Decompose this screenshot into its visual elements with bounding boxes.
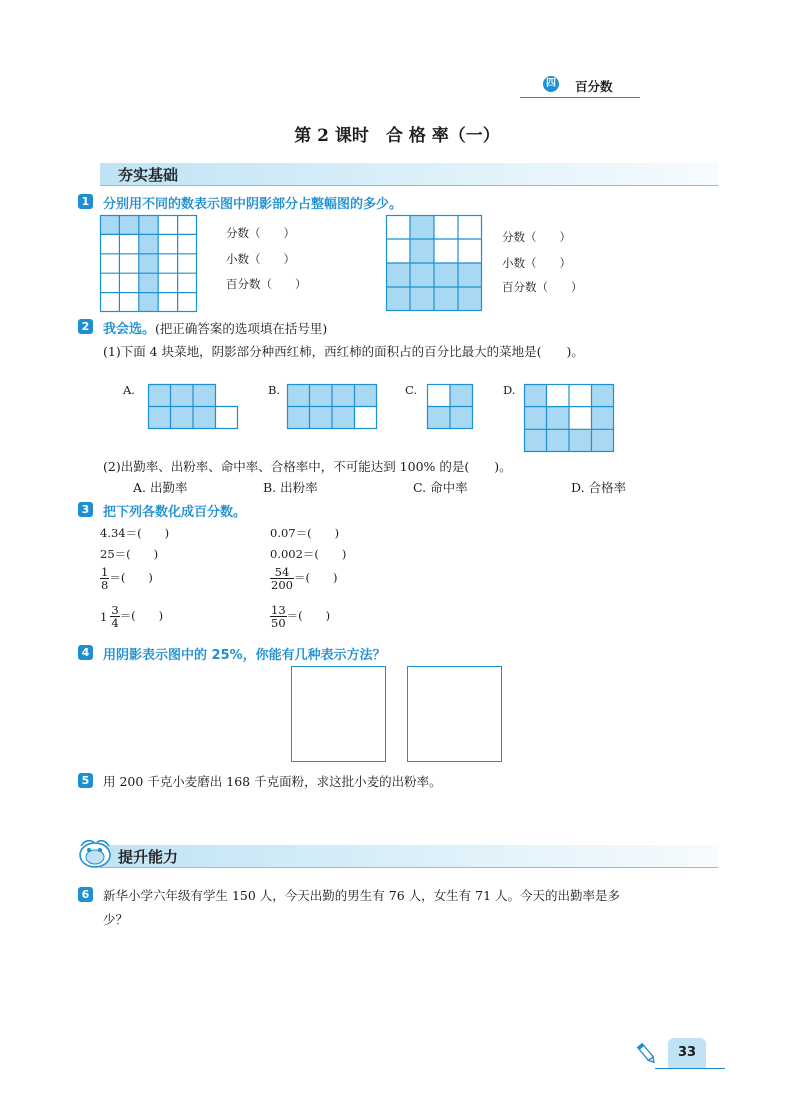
q2-plot-d [524, 384, 614, 452]
q1-left-percent-label: 百分数（ ） [226, 277, 307, 291]
q2-option-d-letter: D. [503, 383, 516, 397]
denominator: 50 [271, 616, 286, 630]
question-5-text: 用 200 千克小麦磨出 168 千克面粉，求这批小麦的出粉率。 [103, 774, 442, 789]
q1-grid-right [386, 215, 482, 311]
q2-option-a-letter: A. [123, 383, 135, 397]
question-2-title [103, 318, 327, 337]
question-2-title-note: (把正确答案的选项填在括号里) [155, 321, 328, 336]
question-number-6: 6 [78, 887, 93, 902]
page-number: 33 [668, 1038, 706, 1068]
q2-part2-text: (2)出勤率、出粉率、命中率、合格率中，不可能达到 100% 的是( )。 [103, 459, 512, 474]
q2-choice-a: A. 出勤率 [133, 480, 188, 495]
q3-item-e [100, 566, 153, 591]
q1-right-fraction-label: 分数（ ） [502, 230, 571, 244]
numerator: 1 [101, 565, 109, 579]
section-title-basics: 夯实基础 [118, 166, 179, 184]
q3-item-a: 4.34＝( ) [100, 526, 170, 540]
pencil-icon [636, 1042, 658, 1066]
q3-item-b: 0.07＝( ) [270, 526, 340, 540]
q1-grid-left [100, 215, 197, 312]
unit-badge: 四 [543, 76, 559, 92]
answer-blank: ＝( ) [286, 608, 331, 623]
answer-blank: ＝( ) [119, 608, 164, 623]
q4-square-2[interactable] [407, 666, 502, 762]
question-number-4: 4 [78, 645, 93, 660]
answer-blank: ＝( ) [293, 570, 338, 585]
fraction-3-4 [110, 604, 119, 629]
q2-choice-d: D. 合格率 [571, 480, 627, 495]
numerator: 54 [274, 565, 290, 579]
q1-right-decimal-label: 小数（ ） [502, 256, 571, 270]
q2-plot-a [148, 384, 238, 429]
question-1-title: 分别用不同的数表示图中阴影部分占整幅图的多少。 [103, 197, 403, 212]
lesson-title: 第 2 课时 合 格 率（一） [294, 126, 500, 146]
answer-blank: ＝( ) [109, 570, 153, 585]
question-number-3: 3 [78, 502, 93, 517]
question-number-1: 1 [78, 194, 93, 209]
q2-plot-b [287, 384, 377, 429]
mascot-icon [76, 836, 114, 870]
question-6-text-line1: 新华小学六年级有学生 150 人，今天出勤的男生有 76 人，女生有 71 人。今天的出勤率是多 [103, 888, 621, 903]
q2-choice-c: C. 命中率 [413, 480, 468, 495]
q2-part1-text: (1)下面 4 块菜地，阴影部分种西红柿，西红柿的面积占的百分比最大的菜地是( )。 [103, 344, 584, 359]
q1-left-shaded [100, 215, 158, 312]
denominator: 8 [101, 578, 109, 592]
header-rule [520, 97, 640, 98]
q2-option-c-letter: C. [405, 383, 418, 397]
question-3-title: 把下列各数化成百分数。 [103, 505, 247, 520]
question-2-title-text: 我会选。 [103, 322, 156, 337]
q3-item-d: 0.002＝( ) [270, 547, 347, 561]
q4-square-1[interactable] [291, 666, 386, 762]
numerator: 3 [111, 603, 119, 617]
section-title-improve: 提升能力 [118, 848, 179, 866]
fraction-1-8 [100, 566, 109, 591]
q3-item-h [270, 604, 330, 629]
section-band-improve [100, 845, 718, 868]
q1-left-fraction-label: 分数（ ） [226, 226, 295, 240]
section-band-basics [100, 163, 718, 186]
question-6-text-line2: 少？ [103, 912, 129, 927]
unit-title: 百分数 [575, 79, 613, 94]
q1-right-percent-label: 百分数（ ） [502, 280, 583, 294]
numerator: 13 [271, 603, 286, 617]
question-number-2: 2 [78, 319, 93, 334]
fraction-54-200 [270, 566, 294, 591]
q3-item-f [270, 566, 337, 591]
q2-choice-b: B. 出粉率 [263, 480, 318, 495]
question-number-5: 5 [78, 773, 93, 788]
q3-item-c: 25＝( ) [100, 547, 159, 561]
question-4-title: 用阴影表示图中的 25%，你能有几种表示方法？ [103, 648, 386, 663]
denominator: 200 [271, 578, 293, 592]
denominator: 4 [111, 616, 119, 630]
q3-item-g [100, 604, 163, 629]
q2-option-b-letter: B. [268, 383, 281, 397]
q1-left-decimal-label: 小数（ ） [226, 252, 295, 266]
q2-plot-c [427, 384, 473, 429]
fraction-13-50 [270, 604, 287, 629]
whole-number: 1 [100, 609, 108, 624]
footer-rule [655, 1068, 725, 1069]
